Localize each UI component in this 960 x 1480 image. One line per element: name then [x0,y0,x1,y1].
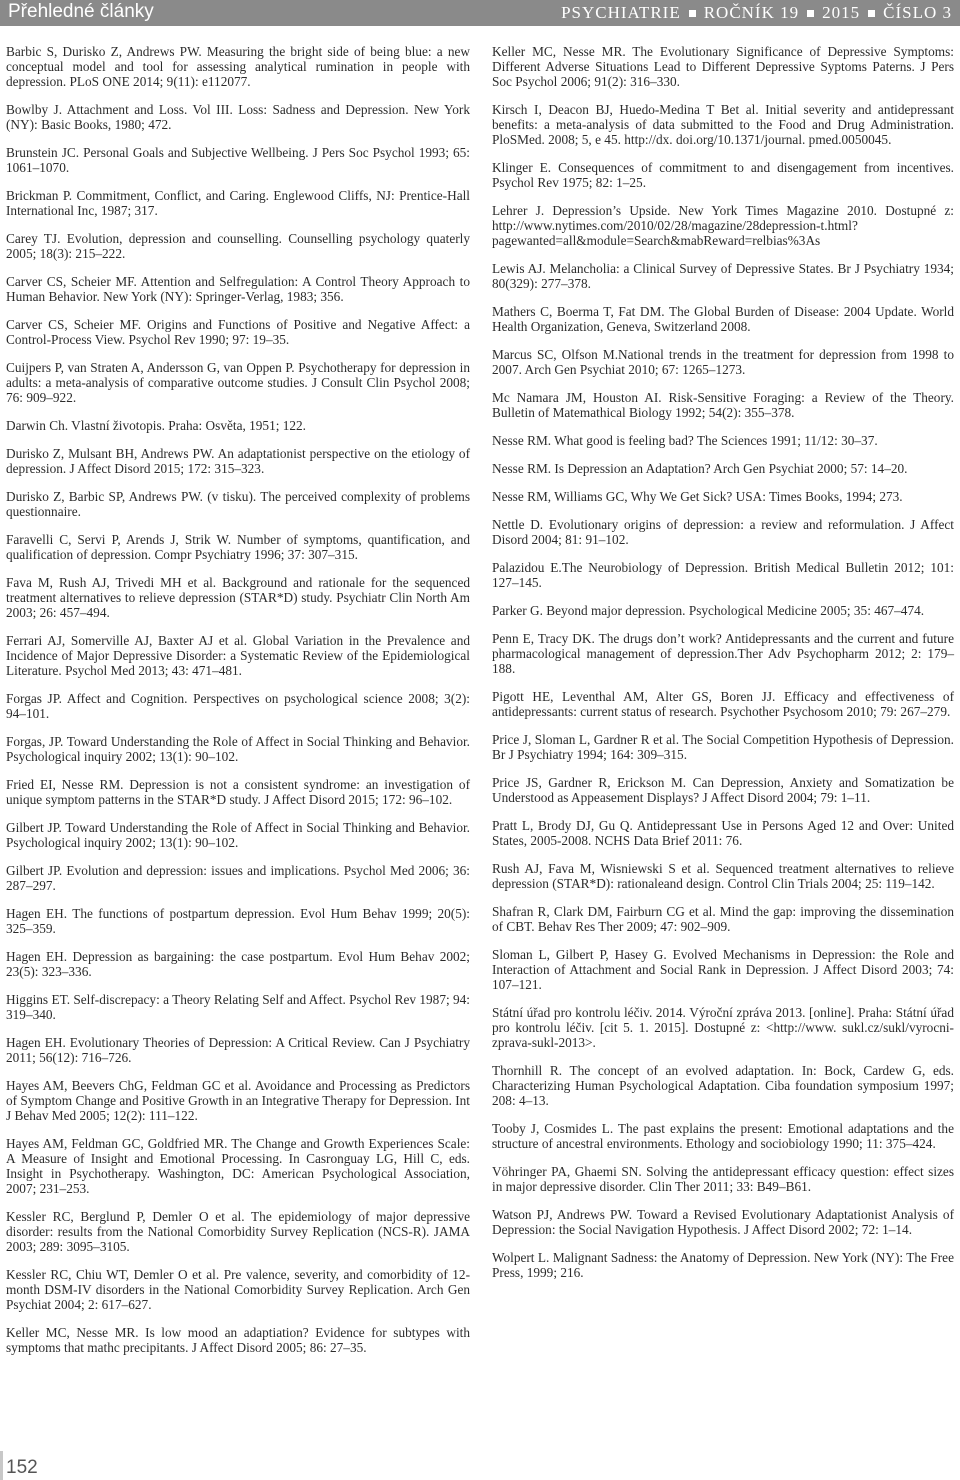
reference-item: Darwin Ch. Vlastní životopis. Praha: Osvěta, 1951; 122. [6,418,307,433]
reference-item: Marcus SC, Olfson M.National trends in the treatment for depression from 1998 to 2007. Arch Gen Psychiat 2010; 67: 1265–1273. [492,347,954,377]
reference-item: Sloman L, Gilbert P, Hasey G. Evolved Mechanisms in Depression: the Role and Interaction of Attachment and Social Rank in Depression. J Affect Disord 2003; 74: 107–121. [492,947,954,992]
reference-item: Carver CS, Scheier MF. Origins and Functions of Positive and Negative Affect: a Control-Process View. Psychol Rev 1990; 97: 19–35. [6,317,470,347]
reference-item: Nettle D. Evolutionary origins of depression: a review and reformulation. J Affect Disord 2004; 81: 91–102. [492,517,954,547]
reference-item: Brickman P. Commitment, Conflict, and Caring. Englewood Cliffs, NJ: Prentice-Hall International Inc, 1987; 317. [6,188,470,218]
reference-item: Bowlby J. Attachment and Loss. Vol III. Loss: Sadness and Depression. New York (NY): Basic Books, 1980; 472. [6,102,470,132]
reference-item: Palazidou E.The Neurobiology of Depression. British Medical Bulletin 2012; 101: 127–145. [492,560,954,590]
separator-square-icon [807,10,814,17]
reference-item: Penn E, Tracy DK. The drugs don’t work? Antidepressants and the current and future pharmacological management of depression.Ther Adv Psychopharm 2012; 2: 179–188. [492,631,954,676]
reference-item: Carver CS, Scheier MF. Attention and Selfregulation: A Control Theory Approach to Human Behavior. New York (NY): Springer-Verlag, 1983; 356. [6,274,470,304]
reference-item: Gilbert JP. Toward Understanding the Role of Affect in Social Thinking and Behavior. Psychological inquiry 2002; 13(1): 90–102. [6,820,470,850]
page-number-rule [0,1451,3,1480]
reference-item: Shafran R, Clark DM, Fairburn CG et al. Mind the gap: improving the dissemination of CBT. Behav Res Ther 2009; 47: 902–909. [492,904,954,934]
reference-item: Parker G. Beyond major depression. Psychological Medicine 2005; 35: 467–474. [492,603,925,618]
reference-item: Klinger E. Consequences of commitment to and disengagement from incentives. Psychol Rev 1975; 82: 1–25. [492,160,954,190]
reference-item: Nesse RM. Is Depression an Adaptation? Arch Gen Psychiat 2000; 57: 14–20. [492,461,908,476]
reference-item: Higgins ET. Self-discrepacy: a Theory Relating Self and Affect. Psychol Rev 1987; 94: 319–340. [6,992,470,1022]
reference-item: Pratt L, Brody DJ, Gu Q. Antidepressant Use in Persons Aged 12 and Over: United States, 2005-2008. NCHS Data Brief 2011: 76. [492,818,954,848]
journal-name: PSYCHIATRIE [561,3,681,22]
reference-item: Pigott HE, Leventhal AM, Alter GS, Boren JJ. Efficacy and effectiveness of antidepressants: current status of research. Psychother Psychosom 2010; 79: 267–279. [492,689,954,719]
reference-item: Lehrer J. Depression’s Upside. New York Times Magazine 2010. Dostupné z: http://www.nytimes.com/2010/02/28/magazine/28depression-t.html?pagewanted=all&module=Search&mabReward=relbias%3As [492,203,954,248]
reference-item: Mc Namara JM, Houston AI. Risk-Sensitive Foraging: a Review of the Theory. Bulletin of Matemathical Biology 1992; 54(2): 355–378. [492,390,954,420]
reference-item: Brunstein JC. Personal Goals and Subjective Wellbeing. J Pers Soc Psychol 1993; 65: 1061–1070. [6,145,470,175]
reference-item: Hagen EH. Depression as bargaining: the case postpartum. Evol Hum Behav 2002; 23(5): 323–336. [6,949,470,979]
reference-item: Nesse RM, Williams GC, Why We Get Sick? USA: Times Books, 1994; 273. [492,489,903,504]
reference-item: Faravelli C, Servi P, Arends J, Strik W. Number of symptoms, quantification, and qualification of depression. Compr Psychiatry 1996; 37: 307–315. [6,532,470,562]
page-header [0,0,960,26]
reference-item: Fava M, Rush AJ, Trivedi MH et al. Background and rationale for the sequenced treatment alternatives to relieve depression (STAR*D) study. Psychiatr Clin North Am 2003; 26: 457–494. [6,575,470,620]
reference-item: Price JS, Gardner R, Erickson M. Can Depression, Anxiety and Somatization be Understood as Appeasement Displays? J Affect Disord 2004; 79: 1–11. [492,775,954,805]
reference-item: Hayes AM, Feldman GC, Goldfried MR. The Change and Growth Experiences Scale: A Measure of Insight and Emotional Processing. In Casronguay LG, Hill C, eds. Insight in Psychotherapy. Washington, DC: American Psychological Association, 2007; 231–253. [6,1136,470,1196]
reference-item: Barbic S, Durisko Z, Andrews PW. Measuring the bright side of being blue: a new conceptual model and tool for assessing analytical rumination in people with depression. PLoS ONE 2014; 9(11): e112077. [6,44,470,89]
reference-item: Gilbert JP. Evolution and depression: issues and implications. Psychol Med 2006; 36: 287–297. [6,863,470,893]
reference-item: Kirsch I, Deacon BJ, Huedo-Medina T Bet al. Initial severity and antidepressant benefits: a meta-analysis of data submitted to the Food and Drug Administration. PloSMed. 2008; 5, e 45. http://dx. doi.org/10.1371/journal. pmed.0050045. [492,102,954,147]
reference-item: Kessler RC, Berglund P, Demler O et al. The epidemiology of major depressive disorder: results from the National Comorbidity Survey Replication (NCS-R). JAMA 2003; 289: 3095–3105. [6,1209,470,1254]
reference-item: Price J, Sloman L, Gardner R et al. The Social Competition Hypothesis of Depression. Br J Psychiatry 1994; 164: 309–315. [492,732,954,762]
reference-item: Forgas, JP. Toward Understanding the Role of Affect in Social Thinking and Behavior. Psychological inquiry 2002; 13(1): 90–102. [6,734,470,764]
journal-issue: ČÍSLO 3 [883,3,952,22]
reference-item: Cuijpers P, van Straten A, Andersson G, van Oppen P. Psychotherapy for depression in adults: a meta-analysis of comparative outcome studies. J Consult Clin Psychol 2008; 76: 909–922. [6,360,470,405]
reference-item: Nesse RM. What good is feeling bad? The Sciences 1991; 11/12: 30–37. [492,433,878,448]
reference-item: Forgas JP. Affect and Cognition. Perspectives on psychological science 2008; 3(2): 94–101. [6,691,470,721]
reference-item: Carey TJ. Evolution, depression and counselling. Counselling psychology quaterly 2005; 18(3): 215–222. [6,231,470,261]
reference-item: Fried EI, Nesse RM. Depression is not a consistent syndrome: an investigation of unique symptom patterns in the STAR*D study. J Affect Disord 2015; 172: 96–102. [6,777,470,807]
reference-item: Durisko Z, Mulsant BH, Andrews PW. An adaptationist perspective on the etiology of depression. J Affect Disord 2015; 172: 315–323. [6,446,470,476]
journal-year: 2015 [822,3,861,22]
separator-square-icon [868,10,875,17]
reference-item: Státní úřad pro kontrolu léčiv. 2014. Výroční zpráva 2013. [online]. Praha: Státní úřad pro kontrolu léčiv. [cit 5. 1. 2015]. Dostupné z: <http://www. sukl.cz/sukl/vyrocni-zprava-sukl-2013>. [492,1005,954,1050]
journal-volume: ROČNÍK 19 [703,3,800,22]
reference-item: Hayes AM, Beevers ChG, Feldman GC et al. Avoidance and Processing as Predictors of Symptom Change and Positive Growth in an Integrative Therapy for Depression. Int J Behav Med 2005; 12(2): 111–122. [6,1078,470,1123]
reference-item: Ferrari AJ, Somerville AJ, Baxter AJ et al. Global Variation in the Prevalence and Incidence of Major Depressive Disorder: a Systematic Review of the Epidemiological Literature. Psychol Med 2013; 43: 471–481. [6,633,470,678]
reference-item: Tooby J, Cosmides L. The past explains the present: Emotional adaptations and the structure of ancestral environments. Ethology and sociobiology 1990; 11: 375–424. [492,1121,954,1151]
reference-item: Watson PJ, Andrews PW. Toward a Revised Evolutionary Adaptationist Analysis of Depression: the Social Navigation Hypothesis. J Affect Disord 2002; 72: 1–14. [492,1207,954,1237]
reference-item: Kessler RC, Chiu WT, Demler O et al. Pre valence, severity, and comorbidity of 12-month DSM-IV disorders in the National Comorbidity Survey Replication. Arch Gen Psychiat 2004; 2: 617–627. [6,1267,470,1312]
section-title: Přehledné články [8,1,154,22]
reference-item: Hagen EH. Evolutionary Theories of Depression: A Critical Review. Can J Psychiatry 2011; 56(12): 716–726. [6,1035,470,1065]
reference-item: Hagen EH. The functions of postpartum depression. Evol Hum Behav 1999; 20(5): 325–359. [6,906,470,936]
reference-item: Rush AJ, Fava M, Wisniewski S et al. Sequenced treatment alternatives to relieve depression (STAR*D): rationaleand design. Control Clin Trials 2004; 25: 119–142. [492,861,954,891]
references-right-column [492,44,954,1293]
page-number: 152 [6,1457,38,1478]
reference-item: Keller MC, Nesse MR. The Evolutionary Significance of Depressive Symptoms: Different Adverse Situations Lead to Different Depressive Syptoms Paterns. J Pers Soc Psychol 2006; 91(2): 316–330. [492,44,954,89]
reference-item: Lewis AJ. Melancholia: a Clinical Survey of Depressive States. Br J Psychiatry 1934; 80(329): 277–378. [492,261,954,291]
references-left-column [6,44,470,1368]
separator-square-icon [689,10,696,17]
reference-item: Wolpert L. Malignant Sadness: the Anatomy of Depression. New York (NY): The Free Press, 1999; 216. [492,1250,954,1280]
reference-item: Keller MC, Nesse MR. Is low mood an adaptiation? Evidence for subtypes with symptoms that mathc precipitants. J Affect Disord 2005; 86: 27–35. [6,1325,470,1355]
journal-info [561,3,952,23]
reference-item: Durisko Z, Barbic SP, Andrews PW. (v tisku). The perceived complexity of problems questionnaire. [6,489,470,519]
reference-item: Mathers C, Boerma T, Fat DM. The Global Burden of Disease: 2004 Update. World Health Organization, Geneva, Switzerland 2008. [492,304,954,334]
reference-item: Thornhill R. The concept of an evolved adaptation. In: Bock, Cardew G, eds. Characterizing Human Psychological Adaptation. Ciba foundation symposium 1997; 208: 4–13. [492,1063,954,1108]
reference-item: Vöhringer PA, Ghaemi SN. Solving the antidepressant efficacy question: effect sizes in major depressive disorder. Clin Ther 2011; 33: B49–B61. [492,1164,954,1194]
